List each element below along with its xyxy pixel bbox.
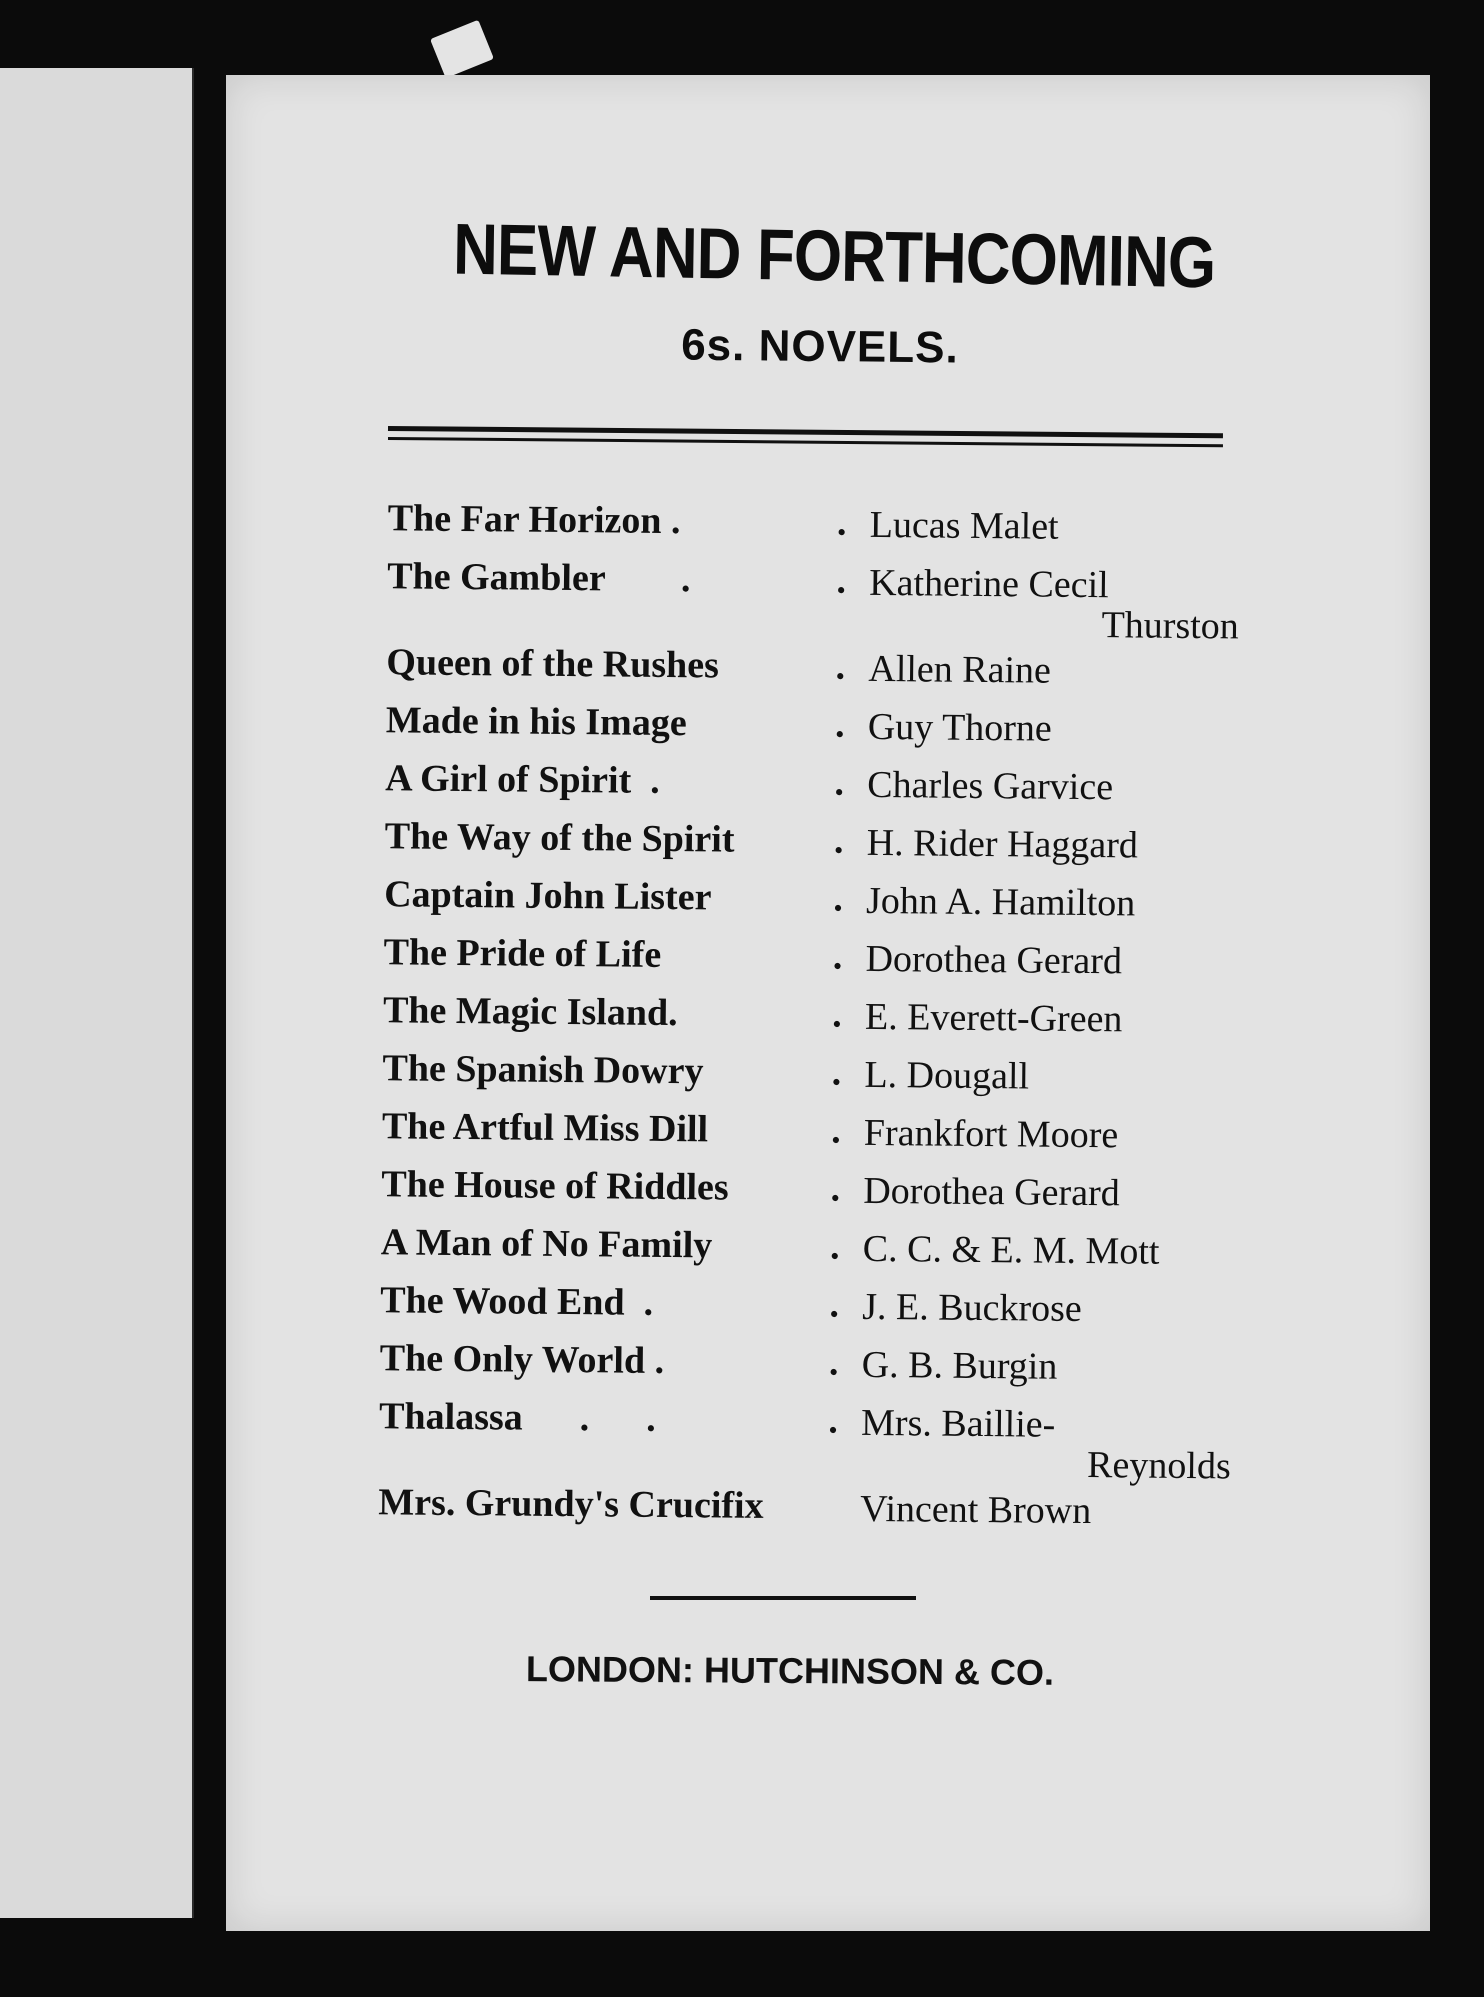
book-author: Guy Thorne xyxy=(867,705,1053,750)
book-entry xyxy=(353,1162,1234,1228)
book-title: The Wood End . xyxy=(380,1279,654,1324)
book-list xyxy=(350,496,1240,1546)
book-title: Thalassa . . xyxy=(378,1395,656,1440)
book-title: The Far Horizon . xyxy=(387,497,681,543)
leader-dot: . xyxy=(834,703,845,746)
book-author: C. C. & E. M. Mott xyxy=(862,1227,1160,1273)
book-entry xyxy=(354,1046,1235,1112)
book-author: Frankfort Moore xyxy=(863,1111,1119,1157)
leader-dot: . xyxy=(835,645,846,688)
publisher-imprint: LONDON: HUTCHINSON & CO. xyxy=(525,1648,1055,1693)
book-author: Allen Raine xyxy=(868,647,1052,692)
book-entry xyxy=(359,496,1240,562)
book-title: Captain John Lister xyxy=(383,873,712,919)
leader-dot: . xyxy=(833,877,844,920)
page-subtitle: 6s. NOVELS. xyxy=(680,320,960,373)
leader-dot: . xyxy=(833,819,844,862)
book-author: Charles Garvice xyxy=(867,763,1114,809)
book-title: The Spanish Dowry xyxy=(382,1047,704,1093)
book-entry xyxy=(355,988,1236,1054)
book-author: Lucas Malet xyxy=(869,503,1059,548)
book-author-continued: Reynolds xyxy=(1086,1444,1231,1488)
book-entry xyxy=(358,698,1239,764)
book-author: Mrs. Baillie- xyxy=(860,1401,1056,1446)
leader-dot: . xyxy=(836,559,847,602)
book-author: G. B. Burgin xyxy=(861,1343,1058,1388)
leader-dot: . xyxy=(832,935,843,978)
divider-rule xyxy=(650,1596,916,1600)
book-author: Dorothea Gerard xyxy=(863,1169,1120,1215)
book-title: The House of Riddles xyxy=(381,1163,729,1209)
book-author-continued: Thurston xyxy=(1101,604,1239,648)
book-author: Dorothea Gerard xyxy=(865,937,1123,983)
book-title: The Way of the Spirit xyxy=(384,815,735,861)
book-title: The Only World . xyxy=(379,1337,665,1382)
book-entry xyxy=(356,872,1237,938)
book-entry xyxy=(351,1394,1232,1488)
paper-scrap xyxy=(430,20,494,78)
leader-dot: . xyxy=(831,1051,842,1094)
book-entry xyxy=(356,814,1237,880)
book-author: E. Everett-Green xyxy=(864,995,1123,1041)
book-author: John A. Hamilton xyxy=(865,879,1136,925)
book-title: A Girl of Spirit . xyxy=(385,757,660,802)
book-author: Vincent Brown xyxy=(860,1487,1092,1533)
adjacent-page-edge xyxy=(0,68,194,1918)
leader-dot: . xyxy=(832,993,842,1036)
leader-dot: . xyxy=(829,1283,840,1326)
book-entry xyxy=(354,1104,1235,1170)
leader-dot: . xyxy=(836,501,847,544)
book-entry xyxy=(358,640,1239,706)
book-title: Mrs. Grundy's Crucifix xyxy=(378,1481,764,1527)
leader-dot: . xyxy=(830,1109,841,1152)
book-entry xyxy=(359,554,1240,648)
book-entry xyxy=(350,1480,1231,1546)
book-title: The Pride of Life xyxy=(383,931,662,976)
book-author: L. Dougall xyxy=(864,1053,1030,1098)
book-title: Queen of the Rushes xyxy=(386,641,720,687)
leader-dot: . xyxy=(830,1167,841,1210)
leader-dot: . xyxy=(829,1225,840,1268)
book-author: Katherine Cecil xyxy=(868,561,1109,607)
book-title: A Man of No Family xyxy=(380,1221,713,1267)
book-author: J. E. Buckrose xyxy=(862,1285,1082,1330)
book-title: Made in his Image xyxy=(385,699,687,745)
leader-dot: . xyxy=(828,1341,839,1384)
page-title: NEW AND FORTHCOMING xyxy=(452,209,1216,304)
book-entry xyxy=(352,1278,1233,1344)
book-title: The Magic Island. xyxy=(382,989,678,1035)
book-entry xyxy=(352,1220,1233,1286)
book-entry xyxy=(357,756,1238,822)
book-author: H. Rider Haggard xyxy=(866,821,1139,867)
book-entry xyxy=(351,1336,1232,1402)
leader-dot: . xyxy=(828,1399,839,1442)
book-title: The Artful Miss Dill xyxy=(381,1105,709,1151)
leader-dot: . xyxy=(834,761,845,804)
book-entry xyxy=(355,930,1236,996)
book-title: The Gambler . xyxy=(387,555,691,601)
